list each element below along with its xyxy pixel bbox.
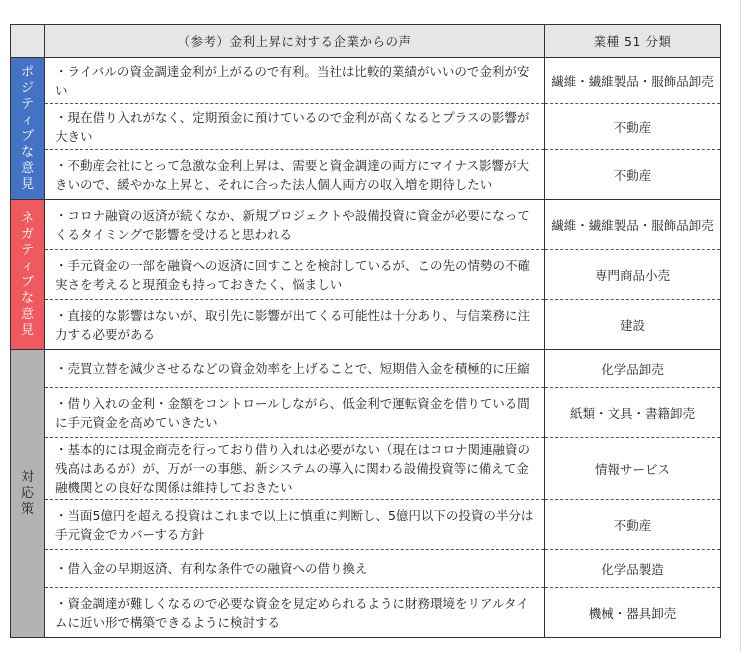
industry-cell: 建設 bbox=[545, 300, 721, 350]
industry-cell: 機械・器具卸売 bbox=[545, 588, 721, 638]
table-row bbox=[11, 588, 721, 638]
category-negative bbox=[11, 200, 45, 350]
comment-cell: ・売買立替を減少させるなどの資金効率を上げることで、短期借入金を積極的に圧縮 bbox=[45, 350, 545, 388]
comment-cell: ・直接的な影響はないが、取引先に影響が出てくる可能性は十分あり、与信業務に注力する必要がある bbox=[45, 300, 545, 350]
table-row bbox=[11, 250, 721, 300]
table-row bbox=[11, 300, 721, 350]
table-row bbox=[11, 150, 721, 200]
category-label: ポジティブな意見 bbox=[20, 64, 34, 192]
industry-cell: 紙類・文具・書籍卸売 bbox=[545, 388, 721, 438]
table-row bbox=[11, 500, 721, 550]
comment-cell: ・不動産会社にとって急激な金利上昇は、需要と資金調達の両方にマイナス影響が大きいので、緩やかな上昇と、それに合った法人個人両方の収入増を期待したい bbox=[45, 150, 545, 200]
comment-cell: ・資金調達が難しくなるので必要な資金を見定められるように財務環境をリアルタイムに近い形で構築できるように検討する bbox=[45, 588, 545, 638]
table-row bbox=[11, 550, 721, 588]
industry-cell: 繊維・繊維製品・服飾品卸売 bbox=[545, 58, 721, 104]
comment-cell: ・手元資金の一部を融資への返済に回すことを検討しているが、この先の情勢の不確実さを考えると現預金も持っておきたく、悩ましい bbox=[45, 250, 545, 300]
comment-cell: ・ライバルの資金調達金利が上がるので有利。当社は比較的業績がいいので金利が安い bbox=[45, 58, 545, 104]
table-header-row bbox=[11, 25, 721, 58]
table-row bbox=[11, 388, 721, 438]
industry-cell: 不動産 bbox=[545, 500, 721, 550]
comment-cell: ・現在借り入れがなく、定期預金に預けているので金利が高くなるとプラスの影響が大きい bbox=[45, 104, 545, 150]
category-label: 対応策 bbox=[20, 469, 34, 517]
table-row bbox=[11, 350, 721, 388]
category-label: ネガティブな意見 bbox=[20, 210, 34, 338]
header-corner-cell bbox=[11, 25, 45, 58]
industry-cell: 化学品製造 bbox=[545, 550, 721, 588]
table-row bbox=[11, 200, 721, 250]
header-industry-title: 業種 51 分類 bbox=[545, 25, 721, 58]
table-row bbox=[11, 104, 721, 150]
header-comment-title: （参考）金利上昇に対する企業からの声 bbox=[45, 25, 545, 58]
industry-cell: 繊維・繊維製品・服飾品卸売 bbox=[545, 200, 721, 250]
table-row bbox=[11, 438, 721, 500]
right-divider bbox=[740, 0, 741, 652]
industry-cell: 不動産 bbox=[545, 150, 721, 200]
table-row bbox=[11, 58, 721, 104]
opinions-table bbox=[10, 24, 721, 638]
industry-cell: 不動産 bbox=[545, 104, 721, 150]
comment-cell: ・コロナ融資の返済が続くなか、新規プロジェクトや設備投資に資金が必要になってくるタイミングで影響を受けると思われる bbox=[45, 200, 545, 250]
comment-cell: ・当面5億円を超える投資はこれまで以上に慎重に判断し、5億円以下の投資の半分は手元資金でカバーする方針 bbox=[45, 500, 545, 550]
category-measures bbox=[11, 350, 45, 638]
comment-cell: ・借り入れの金利・金額をコントロールしながら、低金利で運転資金を借りている間に手元資金を高めていきたい bbox=[45, 388, 545, 438]
industry-cell: 化学品卸売 bbox=[545, 350, 721, 388]
industry-cell: 情報サービス bbox=[545, 438, 721, 500]
comment-cell: ・基本的には現金商売を行っており借り入れは必要がない（現在はコロナ関連融資の残高はあるが）が、万が一の事態、新システムの導入に関わる設備投資等に備えて金融機関との良好な関係は維持しておきたい bbox=[45, 438, 545, 500]
industry-cell: 専門商品小売 bbox=[545, 250, 721, 300]
category-positive bbox=[11, 58, 45, 200]
comment-cell: ・借入金の早期返済、有利な条件での融資への借り換え bbox=[45, 550, 545, 588]
